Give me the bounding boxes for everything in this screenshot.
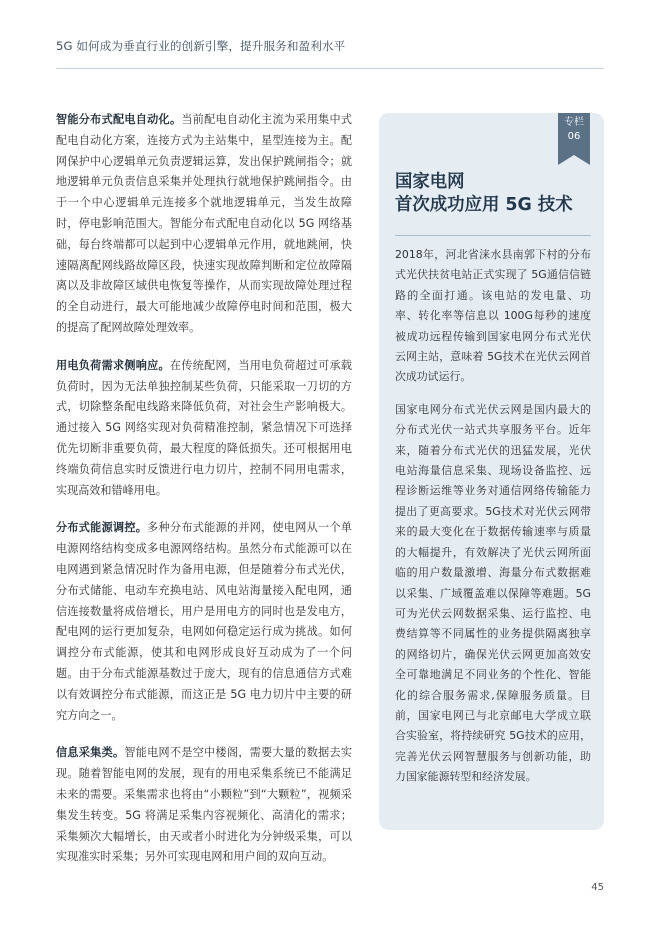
section-paragraph-distribution-automation [56, 110, 352, 339]
sidebar-paragraph: 国家电网分布式光伏云网是国内最大的分布式光伏一站式共享服务平台。近年来，随着分布式光伏的迅猛发展，光伏电站海量信息采集、现场设备监控、远程诊断运维等业务对通信网络传输能力提出了更高要求。5G技术对光伏云网带来的最大变化在于数据传输速率与质量的大幅提升，有效解决了光伏云网所面临的用户数量激增、海量分布式数据难以采集、广域覆盖难以保障等难题。5G可为光伏云网数据采集、运行监控、电费结算等不同属性的业务提供隔离独享的网络切片，确保光伏云网更加高效安全可靠地满足不同业务的个性化、智能化的综合服务需求,保障服务质量。目前，国家电网已与北京邮电大学成立联合实验室，将持续研究 5G技术的应用，完善光伏云网智慧服务与创新功能，助力国家能源转型和经济发展。 [395, 402, 591, 784]
sidebar-title-line: 国家电网 [395, 172, 465, 192]
sidebar-paragraph: 2018年，河北省涞水县南郭下村的分布式光伏扶贫电站正式实现了 5G通信信链路的全面打通。该电站的发电量、功率、转化率等信息以 100G每秒的速度被成功远程传输到国家电网分布式光伏云网主站，意味着 5G技术在光伏云网首次成功试运行。 [395, 248, 591, 384]
page-number: 45 [591, 882, 604, 893]
sidebar-title [395, 171, 595, 217]
section-lead: 用电负荷需求侧响应。 [56, 358, 170, 372]
header-divider [56, 68, 604, 69]
column-badge-label: 专栏 [564, 117, 584, 128]
section-text: 在传统配网，当用电负荷超过可承载负荷时，因为无法单独控制某些负荷，只能采取一刀切的方式，切除整条配电线路来降低负荷，对社会生产影响极大。通过接入 5G 网络实现对负荷精准控制，紧急情况下可选择优先切断非重要负荷，最大程度的降低损失。还可根据用电终端负荷信息实时反馈进行电力切片，控制不同用电需求，实现高效和错峰用电。 [56, 358, 352, 497]
section-lead: 智能分布式配电自动化。 [56, 113, 182, 126]
sidebar-title-line: 首次成功应用 5G 技术 [395, 195, 573, 215]
column-badge-number: 06 [567, 131, 581, 142]
sidebar-body [395, 245, 591, 800]
sidebar-divider [395, 235, 591, 236]
section-text: 当前配电自动化主流为采用集中式配电自动化方案，连接方式为主站集中，星型连接为主。配网保护中心逻辑单元负责逻辑运算，发出保护跳闸指令；就地逻辑单元负责信息采集并处理执行就地保护跳闸指令。由于一个中心逻辑单元连接多个就地逻辑单元，当发生故障时，停电影响范围大。智能分布式配电自动化以 5G 网络基础，每台终端都可以起到中心逻辑单元作用，就地跳闸，快速隔离配网线路故障区段，快速实现故障判断和定位故障隔离以及非故障区域供电恢复等操作，从而实现故障处理过程的全自动进行，最大可能地减少故障停电时间和范围，极大的提高了配网故障处理效率。 [56, 113, 352, 334]
section-paragraph-distributed-energy [56, 518, 352, 726]
running-header: 5G 如何成为垂直行业的创新引擎，提升服务和盈利水平 [56, 39, 346, 53]
section-lead: 分布式能源调控。 [56, 521, 148, 535]
section-text: 多种分布式能源的并网，使电网从一个单电源网络结构变成多电源网络结构。虽然分布式能源可以在电网遇到紧急情况时作为备用电源，但是随着分布式光伏，分布式储能、电动车充换电站、风电站海量接入配电网，通信连接数量将成倍增长，用户是用电方的同时也是发电方，配电网的运行更加复杂，电网如何稳定运行成为挑战。如何调控分布式能源，使其和电网形成良好互动成为了一个问题。由于分布式能源基数过于庞大，现有的信息通信方式难以有效调控分布式能源，而这正是 5G 电力切片中主要的研究方向之一。 [56, 521, 352, 722]
section-lead: 信息采集类。 [56, 746, 125, 760]
section-paragraph-demand-response [56, 356, 352, 502]
main-column [56, 110, 352, 885]
section-text: 智能电网不是空中楼阁，需要大量的数据去实现。随着智能电网的发展，现有的用电采集系统已不能满足未来的需要。采集需求也将由“小颗粒”到“大颗粒”，视频采集发生转变。5G 将满足采集内容视频化、高清化的需求；采集频次大幅增长，由天或者小时进化为分钟级采集，可以实现准实时采集；另外可实现电网和用户间的双向互动。 [56, 746, 352, 864]
section-paragraph-information-collection [56, 743, 352, 868]
column-number-badge [558, 113, 590, 155]
